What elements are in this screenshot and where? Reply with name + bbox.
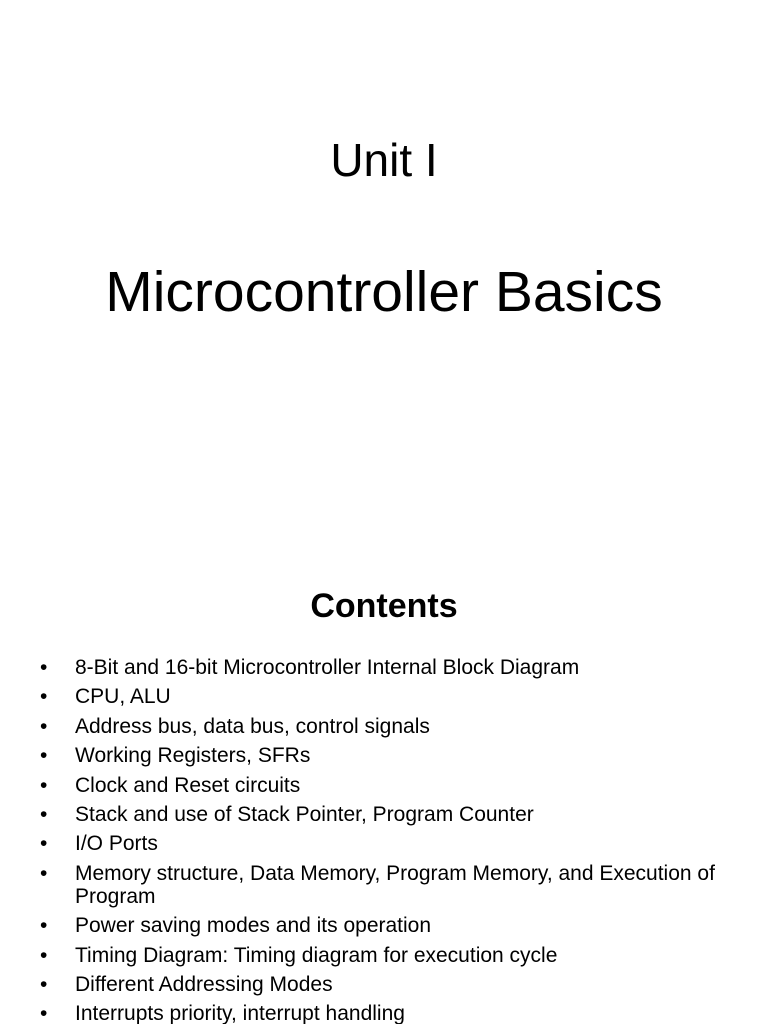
list-item-text: Timing Diagram: Timing diagram for execution cycle	[75, 943, 558, 967]
list-item	[40, 774, 730, 797]
contents-slide	[0, 576, 768, 1024]
bullet-icon: •	[40, 802, 48, 826]
list-item	[40, 744, 730, 767]
bullet-icon: •	[40, 714, 48, 738]
unit-title: Unit I	[330, 134, 438, 186]
list-item-text: Stack and use of Stack Pointer, Program Counter	[75, 802, 534, 826]
bullet-icon: •	[40, 744, 48, 768]
contents-heading: Contents	[310, 587, 458, 625]
list-item	[40, 862, 730, 908]
bullet-icon: •	[40, 656, 48, 679]
list-item	[40, 656, 730, 679]
list-item	[40, 715, 730, 738]
list-item	[40, 685, 730, 708]
bullet-icon: •	[40, 914, 48, 938]
list-item	[40, 1002, 730, 1024]
bullet-icon: •	[40, 773, 48, 797]
bullet-icon: •	[40, 1002, 48, 1024]
bullet-icon: •	[40, 943, 48, 967]
list-item	[40, 944, 730, 967]
list-item	[40, 803, 730, 826]
bullet-icon: •	[40, 685, 48, 709]
list-item-text: Address bus, data bus, control signals	[75, 714, 430, 738]
contents-list	[40, 656, 730, 1024]
list-item-text: Different Addressing Modes	[75, 972, 333, 996]
bullet-icon: •	[40, 861, 48, 885]
list-item	[40, 973, 730, 996]
list-item-text: Working Registers, SFRs	[75, 744, 311, 768]
list-item-text: I/O Ports	[75, 832, 158, 856]
list-item-text: CPU, ALU	[75, 685, 171, 709]
list-item-text: Interrupts priority, interrupt handling	[75, 1002, 405, 1024]
bullet-icon: •	[40, 972, 48, 996]
list-item-text: Power saving modes and its operation	[75, 914, 432, 938]
list-item	[40, 832, 730, 855]
bullet-icon: •	[40, 832, 48, 856]
list-item-text: Clock and Reset circuits	[75, 773, 301, 797]
main-title: Microcontroller Basics	[105, 260, 663, 324]
list-item	[40, 914, 730, 937]
list-item-text: Memory structure, Data Memory, Program Memory, and Execution of Program	[75, 861, 715, 908]
list-item-text: 8-Bit and 16-bit Microcontroller Internal Block Diagram	[75, 656, 580, 679]
